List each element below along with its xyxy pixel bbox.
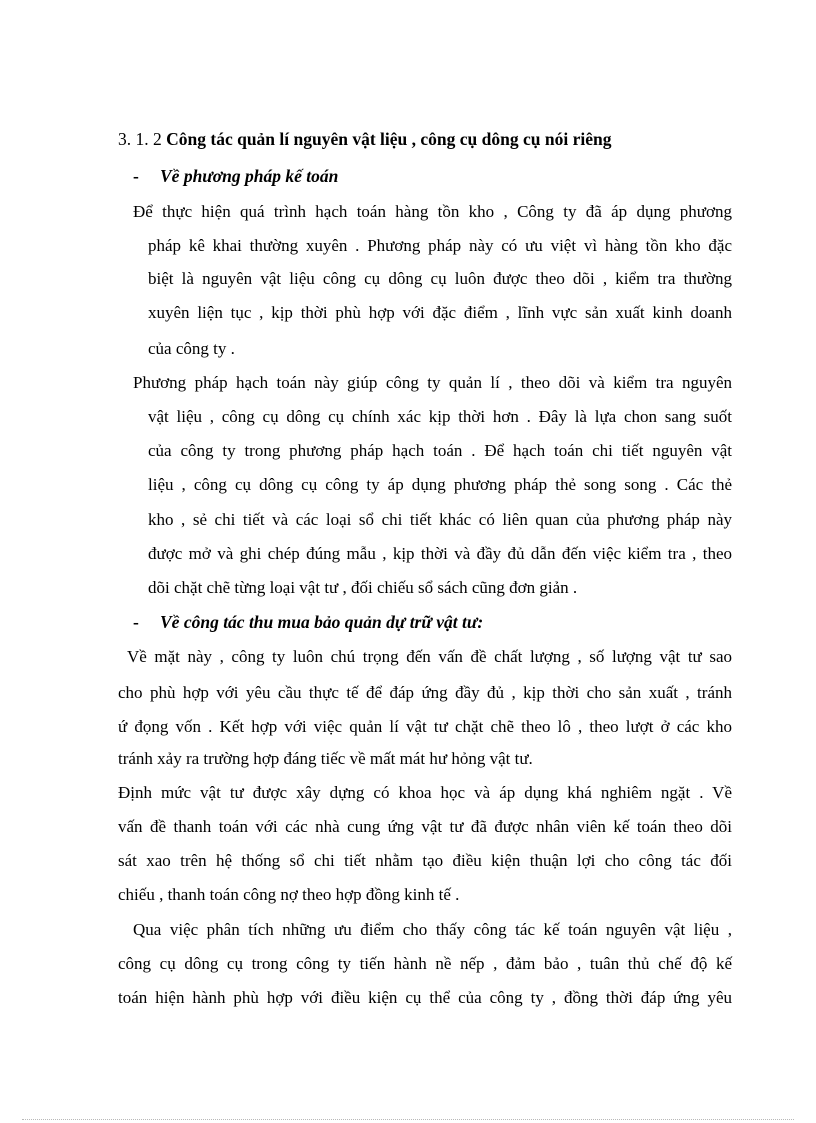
subsection-title: Về công tác thu mua bảo quản dự trữ vật tư: xyxy=(160,612,484,632)
section-number: 3. 1. 2 xyxy=(118,129,162,149)
paragraph-line: của công ty . xyxy=(148,339,235,358)
bullet-dash: - xyxy=(133,612,139,632)
paragraph-line: xuyên liện tục , kịp thời phù hợp với đặc điểm , lĩnh vực sản xuất kinh doanh xyxy=(148,303,732,322)
section-heading xyxy=(118,129,611,150)
section-title: Công tác quản lí nguyên vật liệu , công cụ dông cụ nói riêng xyxy=(166,129,612,149)
paragraph-line: dõi chặt chẽ từng loại vật tư , đối chiếu sổ sách cũng đơn giản . xyxy=(148,578,578,597)
paragraph-line: biệt là nguyên vật liệu công cụ dông cụ luôn được theo dõi , kiểm tra thường xyxy=(148,269,732,288)
paragraph-line: kho , sẻ chi tiết và các loại sổ chi tiết khác có liên quan của phương pháp này xyxy=(148,510,732,529)
subsection-title: Về phương pháp kế toán xyxy=(160,166,339,186)
paragraph-line: công cụ dông cụ trong công ty tiến hành nề nếp , đảm bảo , tuân thủ chế độ kế xyxy=(118,954,732,973)
paragraph-line: được mở và ghi chép đúng mẫu , kịp thời và đầy đủ dẫn đến việc kiểm tra , theo xyxy=(148,544,732,563)
page-bottom-border xyxy=(22,1119,794,1120)
paragraph-line: Để thực hiện quá trình hạch toán hàng tồn kho , Công ty đã áp dụng phương xyxy=(133,202,732,221)
paragraph-line: pháp kê khai thường xuyên . Phương pháp này có ưu việt vì hàng tồn kho đặc xyxy=(148,236,732,255)
paragraph-line: vật liệu , công cụ dông cụ chính xác kịp thời hơn . Đây là lựa chon sang suốt xyxy=(148,407,732,426)
paragraph-line: Định mức vật tư được xây dựng có khoa học và áp dụng khá nghiêm ngặt . Về xyxy=(118,783,732,802)
subsection-heading-accounting-method xyxy=(133,166,338,187)
paragraph-line: cho phù hợp với yêu cầu thực tế để đáp ứng đầy đủ , kịp thời cho sản xuất , tránh xyxy=(118,683,732,702)
paragraph-line: tránh xảy ra trường hợp đáng tiếc về mất mát hư hỏng vật tư. xyxy=(118,749,533,768)
subsection-heading-purchasing xyxy=(133,612,483,633)
paragraph-line: ứ đọng vốn . Kết hợp với việc quản lí vật tư chặt chẽ theo lô , theo lượt ở các kho xyxy=(118,717,732,736)
paragraph-line: sát xao trên hệ thống sổ chi tiết nhằm tạo điều kiện thuận lợi cho công tác đối xyxy=(118,851,732,870)
bullet-dash: - xyxy=(133,166,139,186)
paragraph-line: toán hiện hành phù hợp với điều kiện cụ thể của công ty , đồng thời đáp ứng yêu xyxy=(118,988,732,1007)
paragraph-line: liệu , công cụ dông cụ công ty áp dụng phương pháp thẻ song song . Các thẻ xyxy=(148,475,732,494)
paragraph-line: Về mặt này , công ty luôn chú trọng đến vấn đề chất lượng , số lượng vật tư sao xyxy=(127,647,732,666)
paragraph-line: Qua việc phân tích những ưu điểm cho thấy công tác kế toán nguyên vật liệu , xyxy=(133,920,732,939)
paragraph-line: vấn đề thanh toán với các nhà cung ứng vật tư đã được nhân viên kế toán theo dõi xyxy=(118,817,732,836)
paragraph-line: của công ty trong phương pháp hạch toán . Để hạch toán chi tiết nguyên vật xyxy=(148,441,732,460)
paragraph-line: chiếu , thanh toán công nợ theo hợp đồng kinh tế . xyxy=(118,885,460,904)
paragraph-line: Phương pháp hạch toán này giúp công ty quản lí , theo dõi và kiểm tra nguyên xyxy=(133,373,732,392)
